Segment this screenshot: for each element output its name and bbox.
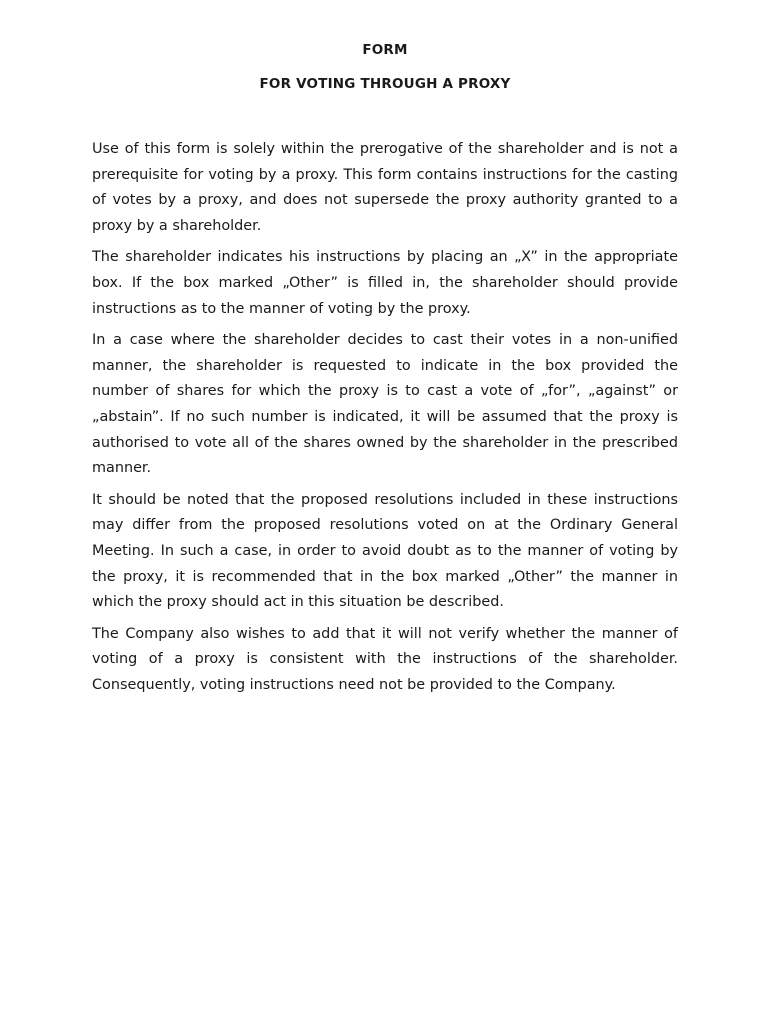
document-body <box>92 137 678 704</box>
paragraph-usage: Use of this form is solely within the prerogative of the shareholder and is not a prerequisite for voting by a proxy. This form contains instructions for the casting of votes by a proxy, and does not supersede the proxy authority granted to a proxy by a shareholder. <box>92 141 678 234</box>
paragraph-instructions: The shareholder indicates his instructions by placing an „X” in the appropriate box. If the box marked „Other” is filled in, the shareholder should provide instructions as to the manner of voting by the proxy. <box>92 249 678 317</box>
paragraph-resolution-differences: It should be noted that the proposed resolutions included in these instructions may differ from the proposed resolutions voted on at the Ordinary General Meeting. In such a case, in order to avoid doubt as to the manner of voting by the proxy, it is recommended that in the box marked „Other” the manner in which the proxy should act in this situation be described. <box>92 491 678 611</box>
document-title: FORM <box>362 42 408 58</box>
paragraph-company-notice: The Company also wishes to add that it will not verify whether the manner of voting of a proxy is consistent with the instructions of the shareholder. Consequently, voting instructions need not be provided to the Company. <box>92 625 678 693</box>
document-subtitle: FOR VOTING THROUGH A PROXY <box>259 76 511 92</box>
paragraph-non-unified-voting: In a case where the shareholder decides to cast their votes in a non-unified manner, the shareholder is requested to indicate in the box provided the number of shares for which the proxy is to cast a vote of „for”, „against” or „abstain”. If no such number is indicated, it will be assumed that the proxy is authorised to vote all of the shares owned by the shareholder in the prescribed manner. <box>92 332 678 477</box>
